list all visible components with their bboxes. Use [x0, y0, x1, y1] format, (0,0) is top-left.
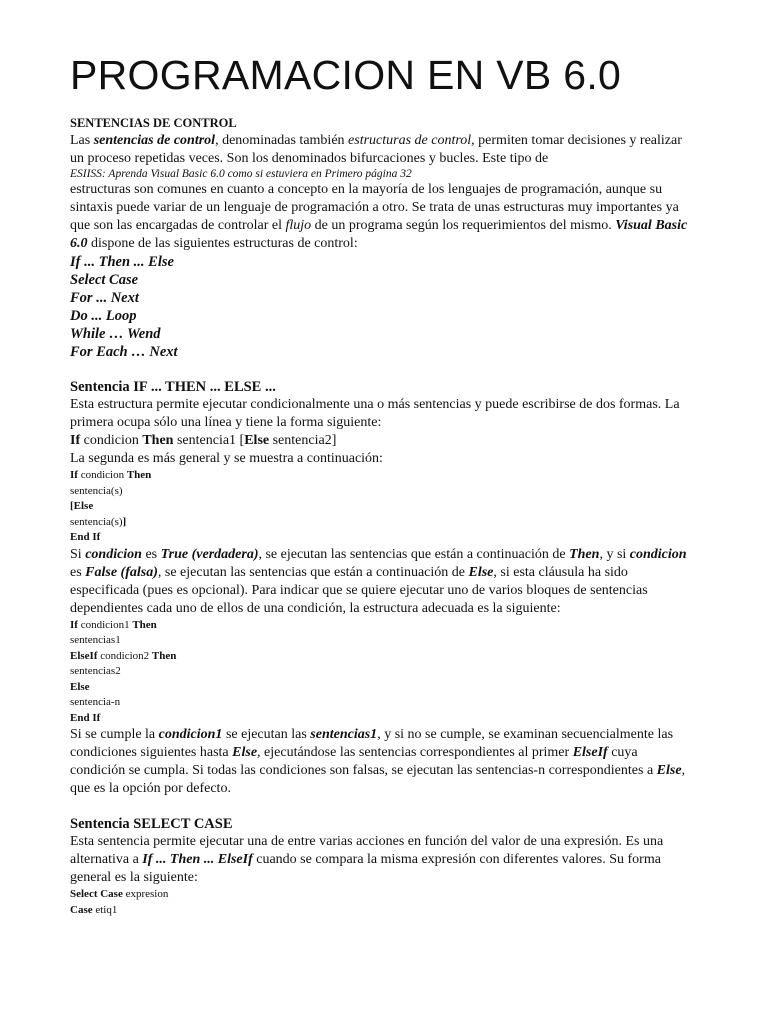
text-run: , se ejecutan las sentencias que están a continuación de [157, 564, 469, 580]
text-run: se ejecutan las [222, 727, 311, 742]
emphasis: Else [232, 745, 258, 760]
emphasis: True (verdadera) [160, 546, 259, 562]
keyword: ElseIf [70, 649, 98, 662]
keyword: Then [132, 618, 157, 631]
text-run: Esta sentencia permite ejecutar una de entre varias acciones en función del valor de una expresión. Es una alternativa a [70, 834, 664, 867]
text-run: de un programa según los requerimientos del mismo. [311, 218, 616, 233]
paragraph-elseif-explain [70, 726, 690, 798]
text-run: condicion2 [97, 649, 152, 662]
structure-item: For Each … Next [70, 344, 178, 360]
code-line: End If [70, 531, 101, 543]
emphasis: If ... Then ... ElseIf [142, 852, 253, 867]
text-run: Si [70, 546, 86, 562]
code-line [70, 515, 690, 531]
paragraph-if-intro2: La segunda es más general y se muestra a continuación: [70, 451, 383, 466]
emphasis: sentencias1 [310, 727, 378, 742]
paragraph-intro [70, 132, 690, 168]
text-run: , y si [599, 546, 630, 562]
paragraph-if-intro: Esta estructura permite ejecutar condicionalmente una o más sentencias y puede escribirse de dos formas. La primera ocupa sólo una línea y tiene la forma siguiente: [70, 397, 680, 430]
text-run: estructuras son comunes en cuanto a concepto en la mayoría de los lenguajes de programación, aunque su sintaxis puede variar de un lenguaje de programación a otro. Se trata de unas estructuras muy importantes ya que son las encargadas de controlar el [70, 182, 679, 233]
emphasis: ElseIf [572, 745, 608, 760]
keyword: Then [142, 433, 174, 448]
structure-item: Do ... Loop [70, 308, 137, 324]
emphasis: False (falsa) [85, 564, 158, 580]
emphasis: Else [468, 564, 494, 580]
keyword: ] [122, 515, 127, 528]
text-run: condicion1 [77, 618, 133, 631]
text-run: dispone de las siguientes estructuras de control: [87, 236, 358, 251]
keyword: Then [151, 649, 177, 662]
text-run: , y si no se cumple, se examinan secuencialmente las condiciones siguientes hasta [70, 727, 674, 760]
if-form-one-line [70, 432, 690, 450]
text-run: , ejecutándose las sentencias correspondientes al primer [257, 745, 573, 760]
emphasis: Else [656, 763, 682, 778]
text-run: , se ejecutan las sentencias que están a continuación de [258, 546, 570, 562]
emphasis: estructuras de control, [348, 133, 475, 148]
text-run: sentencia(s) [70, 515, 123, 528]
text-run: , si esta cláusula ha sido especificada (pues es opcional). Para indicar que se quiere ejecutar uno de varios bloques de sentencias dependientes cada uno de ellos de una condición, la estructura adecuada es la siguiente: [70, 564, 648, 616]
keyword: Select Case [70, 888, 123, 900]
emphasis: condicion1 [158, 727, 223, 742]
keyword: Else [244, 433, 270, 448]
text-run: permiten tomar decisiones y realizar un proceso repetidas veces. Son los denominados bifurcaciones y bucles. Este tipo de [70, 133, 682, 166]
code-block-if [70, 468, 690, 546]
text-run: es [70, 564, 86, 580]
code-line: Else [70, 680, 90, 693]
text-run: cuya condición se cumpla. Si todas las condiciones son falsas, se ejecutan las sentencias-n correspondientes a [70, 745, 657, 778]
structure-list [70, 253, 690, 361]
text-run: cuando se compara la misma expresión con diferentes valores. Su forma general es la siguiente: [70, 852, 661, 885]
structure-item: If ... Then ... Else [70, 254, 174, 270]
code-block-select [70, 887, 690, 918]
text-run: es [141, 546, 161, 562]
text-run: , que es la opción por defecto. [70, 763, 686, 796]
document-body [70, 114, 690, 918]
code-line: sentencia(s) [70, 484, 123, 497]
paragraph-if-explain [70, 546, 690, 618]
text-run: , denominadas también [215, 133, 349, 148]
paragraph-select-intro [70, 833, 690, 887]
keyword: If [70, 618, 78, 631]
text-run: condicion [80, 433, 143, 448]
code-line [70, 649, 690, 665]
code-line: [Else [70, 500, 94, 512]
code-line [70, 468, 690, 484]
emphasis: Visual Basic 6.0 [70, 218, 688, 251]
source-note: ESIISS: Aprenda Visual Basic 6.0 como si estuviera en Primero página 32 [70, 168, 412, 180]
section-heading-if: Sentencia IF ... THEN ... ELSE ... [70, 379, 276, 395]
emphasis: condicion [85, 546, 142, 562]
text-run: expresion [122, 888, 169, 900]
emphasis: Then [569, 546, 600, 562]
code-line [70, 903, 690, 919]
text-run: Si se cumple la [70, 727, 159, 742]
emphasis: flujo [285, 218, 312, 233]
keyword: If [70, 433, 81, 448]
keyword: Then [126, 469, 152, 481]
text-run: sentencia2] [269, 433, 337, 448]
text-run: sentencia1 [ [173, 433, 245, 448]
code-block-elseif [70, 618, 690, 727]
page-title: PROGRAMACION EN VB 6.0 [70, 52, 622, 98]
keyword: Case [70, 903, 93, 916]
code-line: End If [70, 711, 101, 724]
emphasis: condicion [629, 546, 687, 562]
text-run: Las [70, 133, 94, 148]
emphasis: sentencias de control [93, 133, 216, 148]
section-heading-select: Sentencia SELECT CASE [70, 816, 233, 832]
code-line: sentencia-n [70, 696, 121, 708]
text-run: etiq1 [92, 903, 118, 916]
code-line: sentencias1 [70, 634, 121, 646]
structure-item: While … Wend [70, 326, 161, 342]
code-line: sentencias2 [70, 665, 121, 677]
code-line [70, 887, 690, 903]
structure-item: For ... Next [70, 290, 139, 306]
paragraph-structures [70, 181, 690, 253]
code-line [70, 618, 690, 634]
keyword: If [70, 469, 78, 481]
section-heading-control: SENTENCIAS DE CONTROL [70, 116, 237, 130]
text-run: condicion [77, 469, 127, 481]
structure-item: Select Case [70, 272, 139, 288]
